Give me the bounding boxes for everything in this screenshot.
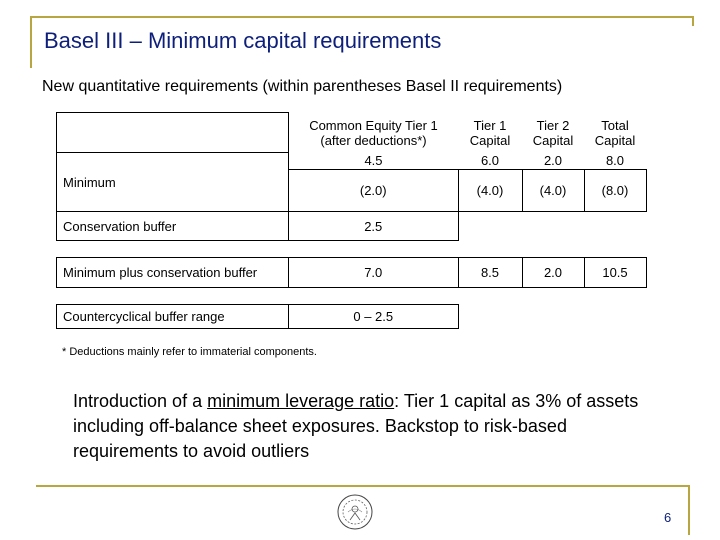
header-total-line1: Total — [601, 117, 629, 133]
header-total — [584, 113, 646, 153]
header-tier1-line2: Capital — [469, 132, 511, 148]
min-plus-conservation-total: 10.5 — [584, 258, 646, 288]
page-number: 6 — [664, 510, 672, 525]
min-plus-conservation-tier2: 2.0 — [522, 258, 584, 288]
header-tier1-line1: Tier 1 — [473, 117, 507, 133]
minimum-tier2-basel2: (4.0) — [522, 170, 584, 212]
conservation-row — [57, 212, 647, 241]
header-tier1 — [458, 113, 522, 153]
leverage-ratio-paragraph — [73, 389, 673, 464]
countercyclical-label: Countercyclical buffer range — [57, 305, 289, 329]
min-plus-conservation-row — [57, 258, 647, 288]
leverage-ratio-term: minimum leverage ratio — [207, 391, 395, 411]
table-header-row — [57, 113, 647, 153]
header-tier2 — [522, 113, 584, 153]
minimum-tier1: 6.0 — [480, 153, 500, 169]
minimum-row — [57, 153, 647, 170]
paragraph-part2: : Tier 1 capital as 3% of assets including off-balance sheet exposures. Backstop to risk-based requirements to avoid outliers — [73, 391, 639, 461]
header-cet1-line1: Common Equity Tier 1 — [309, 117, 438, 133]
university-seal-icon — [336, 492, 374, 532]
header-tier2-line1: Tier 2 — [536, 117, 570, 133]
header-cet1 — [289, 113, 459, 153]
header-tier2-line2: Capital — [532, 132, 574, 148]
minimum-tier1-basel2: (4.0) — [458, 170, 522, 212]
spacer-row — [57, 241, 647, 258]
conservation-cet1: 2.5 — [289, 212, 459, 241]
minimum-cet1-basel2: (2.0) — [289, 170, 459, 212]
minimum-cet1: 4.5 — [364, 153, 383, 169]
spacer-row — [57, 288, 647, 305]
bottom-divider — [36, 485, 690, 487]
min-plus-conservation-tier1: 8.5 — [458, 258, 522, 288]
conservation-label: Conservation buffer — [57, 212, 289, 241]
min-plus-conservation-label: Minimum plus conservation buffer — [57, 258, 289, 288]
minimum-tier2: 2.0 — [543, 153, 563, 169]
footnote: * Deductions mainly refer to immaterial components. — [62, 346, 317, 358]
paragraph-part1: Introduction of a — [73, 391, 208, 411]
header-empty-cell — [57, 113, 289, 153]
countercyclical-cet1: 0 – 2.5 — [289, 305, 459, 329]
minimum-total: 8.0 — [605, 153, 625, 169]
minimum-total-basel2: (8.0) — [584, 170, 646, 212]
minimum-label: Minimum — [57, 153, 289, 212]
slide-title: Basel III – Minimum capital requirements — [44, 28, 442, 53]
header-cet1-line2: (after deductions*) — [320, 132, 427, 148]
min-plus-conservation-cet1: 7.0 — [289, 258, 459, 288]
header-total-line2: Capital — [594, 132, 636, 148]
slide-subtitle: New quantitative requirements (within parentheses Basel II requirements) — [42, 78, 563, 95]
capital-requirements-table — [56, 112, 647, 329]
countercyclical-row — [57, 305, 647, 329]
